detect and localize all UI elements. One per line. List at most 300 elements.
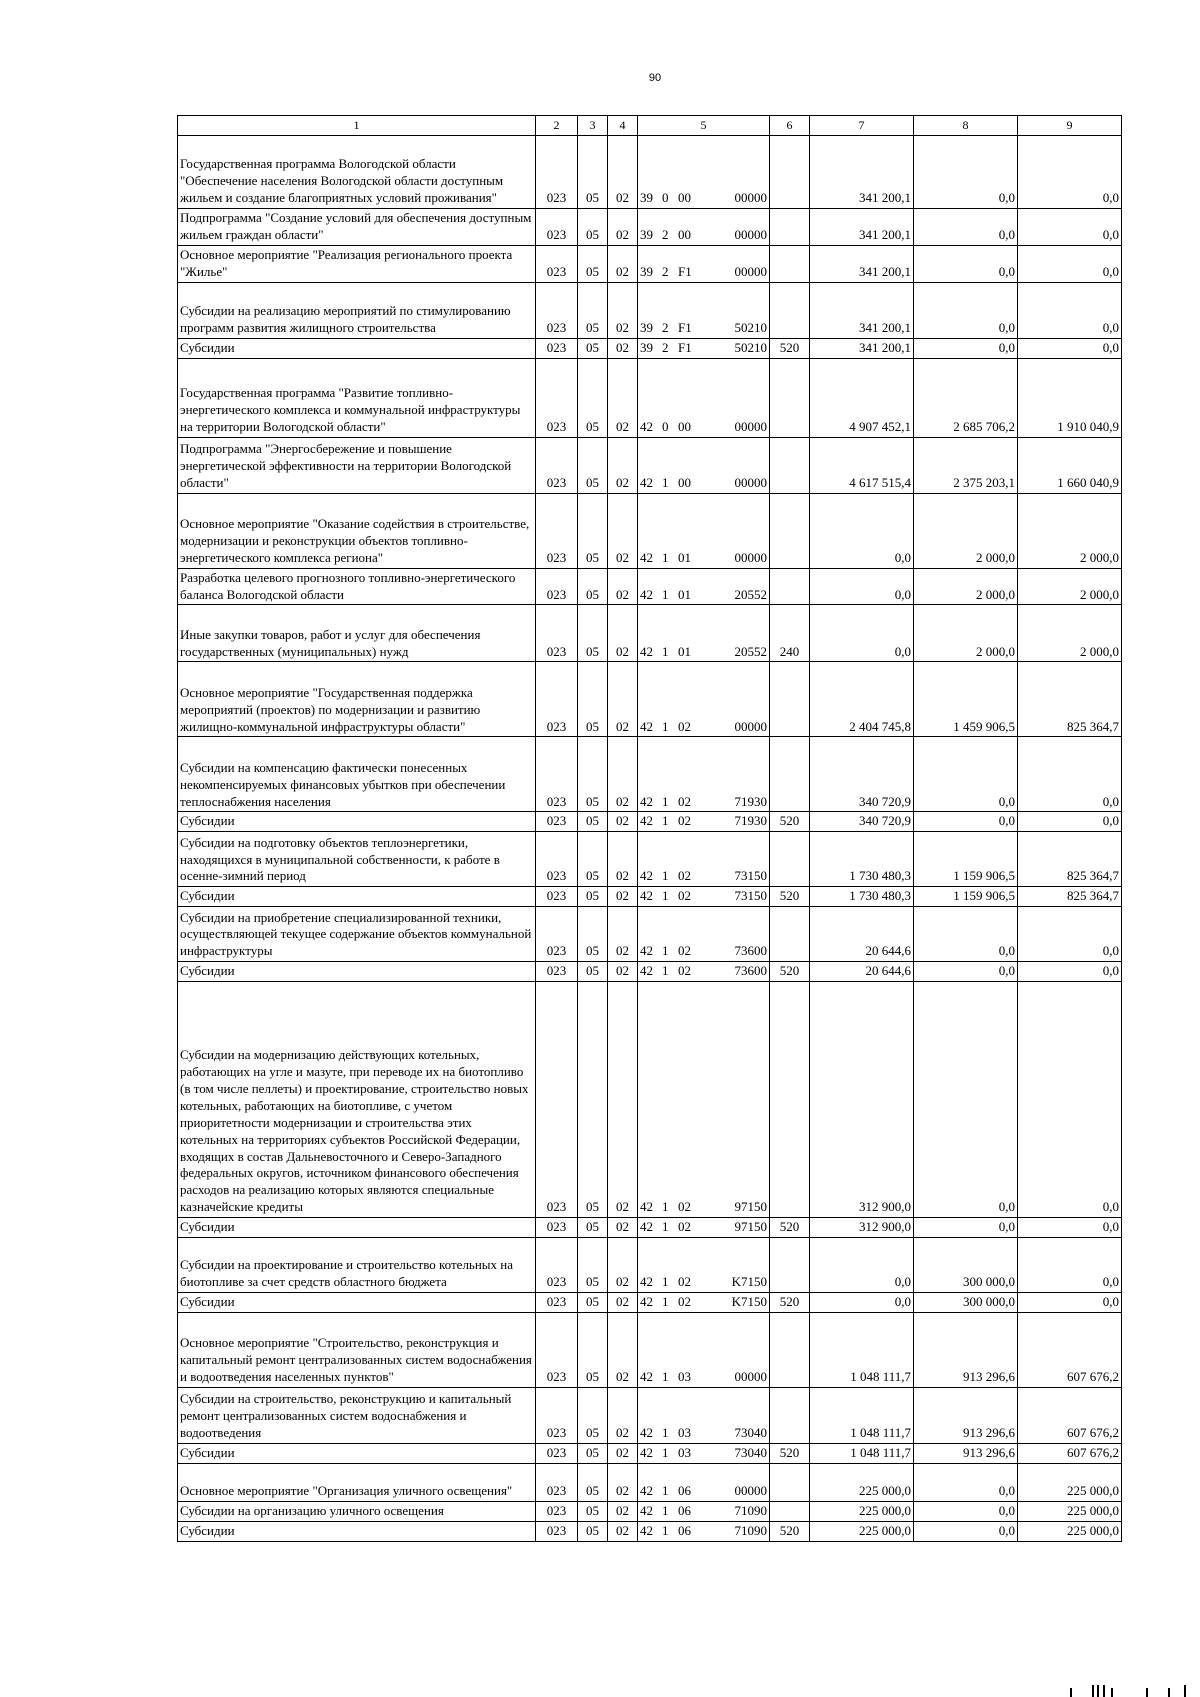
table-row — [178, 662, 1122, 737]
amount-year-2: 0,0 — [914, 907, 1018, 962]
amount-year-3: 0,0 — [1018, 812, 1122, 832]
subsection-code: 02 — [608, 437, 638, 493]
direction-code: 71090 — [734, 1502, 767, 1518]
amount-year-3: 0,0 — [1018, 962, 1122, 982]
amount-year-1: 1 730 480,3 — [810, 887, 914, 907]
section-code: 05 — [578, 887, 608, 907]
amount-year-3: 607 676,2 — [1018, 1387, 1122, 1443]
header-cell: 8 — [914, 116, 1018, 136]
direction-code: 71930 — [734, 793, 767, 809]
header-cell: 5 — [638, 116, 770, 136]
direction-code: 50210 — [734, 339, 767, 355]
table-row — [178, 568, 1122, 605]
subsection-code: 02 — [608, 136, 638, 209]
subprogram-code: 1 — [662, 1369, 669, 1385]
event-code: F1 — [678, 263, 692, 279]
table-row — [178, 907, 1122, 962]
section-code: 05 — [578, 358, 608, 437]
event-code: 02 — [678, 1294, 691, 1310]
program-code: 42 — [640, 1522, 653, 1538]
program-code: 42 — [640, 418, 653, 434]
row-name: Основное мероприятие "Оказание содействия в строительстве, модернизации и реконструкции объектов топливно-энергетического комплекса региона" — [178, 493, 536, 568]
header-cell: 9 — [1018, 116, 1122, 136]
row-name: Иные закупки товаров, работ и услуг для обеспечения государственных (муниципальных) нужд — [178, 605, 536, 662]
amount-year-3: 0,0 — [1018, 737, 1122, 812]
chapter-code: 023 — [536, 1387, 578, 1443]
chapter-code: 023 — [536, 338, 578, 358]
table-row — [178, 1238, 1122, 1293]
target-article-code — [638, 982, 770, 1218]
target-article-code — [638, 605, 770, 662]
target-article-code — [638, 1501, 770, 1521]
table-row — [178, 246, 1122, 283]
program-code: 42 — [640, 1274, 653, 1290]
table-row — [178, 1463, 1122, 1501]
expense-type-code: 520 — [770, 1293, 810, 1313]
row-name: Основное мероприятие "Организация уличного освещения" — [178, 1463, 536, 1501]
section-code: 05 — [578, 907, 608, 962]
amount-year-2: 1 459 906,5 — [914, 662, 1018, 737]
chapter-code: 023 — [536, 1443, 578, 1463]
barcode — [1050, 1680, 1190, 1697]
subprogram-code: 1 — [662, 1444, 669, 1460]
event-code: 02 — [678, 868, 691, 884]
amount-year-3: 0,0 — [1018, 1293, 1122, 1313]
program-code: 42 — [640, 586, 653, 602]
chapter-code: 023 — [536, 907, 578, 962]
chapter-code: 023 — [536, 662, 578, 737]
amount-year-3: 225 000,0 — [1018, 1463, 1122, 1501]
expense-type-code — [770, 282, 810, 338]
amount-year-1: 341 200,1 — [810, 338, 914, 358]
section-code: 05 — [578, 605, 608, 662]
amount-year-1: 341 200,1 — [810, 246, 914, 283]
amount-year-2: 0,0 — [914, 282, 1018, 338]
subsection-code: 02 — [608, 662, 638, 737]
table-row — [178, 1443, 1122, 1463]
section-code: 05 — [578, 568, 608, 605]
direction-code: 00000 — [734, 190, 767, 206]
target-article-code — [638, 1238, 770, 1293]
header-row — [178, 116, 1122, 136]
chapter-code: 023 — [536, 282, 578, 338]
subprogram-code: 2 — [662, 227, 669, 243]
amount-year-3: 2 000,0 — [1018, 605, 1122, 662]
event-code: 01 — [678, 586, 691, 602]
row-name: Субсидии — [178, 1293, 536, 1313]
row-name: Основное мероприятие "Строительство, реконструкция и капитальный ремонт централизованных систем водоснабжения и водоотведения населенных пунктов" — [178, 1312, 536, 1387]
subprogram-code: 0 — [662, 190, 669, 206]
amount-year-1: 0,0 — [810, 568, 914, 605]
subprogram-code: 1 — [662, 1274, 669, 1290]
row-name: Субсидии — [178, 962, 536, 982]
direction-code: 73040 — [734, 1444, 767, 1460]
subsection-code: 02 — [608, 832, 638, 887]
expense-type-code — [770, 907, 810, 962]
amount-year-3: 0,0 — [1018, 907, 1122, 962]
direction-code: K7150 — [731, 1274, 767, 1290]
row-name: Субсидии на реализацию мероприятий по стимулированию программ развития жилищного строительства — [178, 282, 536, 338]
section-code: 05 — [578, 812, 608, 832]
target-article-code — [638, 907, 770, 962]
amount-year-1: 1 048 111,7 — [810, 1443, 914, 1463]
amount-year-1: 225 000,0 — [810, 1463, 914, 1501]
program-code: 42 — [640, 868, 653, 884]
amount-year-2: 2 000,0 — [914, 493, 1018, 568]
program-code: 39 — [640, 227, 653, 243]
amount-year-2: 1 159 906,5 — [914, 832, 1018, 887]
row-name: Субсидии — [178, 338, 536, 358]
event-code: 02 — [678, 888, 691, 904]
event-code: 06 — [678, 1522, 691, 1538]
chapter-code: 023 — [536, 982, 578, 1218]
chapter-code: 023 — [536, 246, 578, 283]
event-code: 06 — [678, 1502, 691, 1518]
section-code: 05 — [578, 493, 608, 568]
program-code: 39 — [640, 319, 653, 335]
section-code: 05 — [578, 962, 608, 982]
direction-code: 20552 — [734, 643, 767, 659]
row-name: Субсидии на проектирование и строительство котельных на биотопливе за счет средств областного бюджета — [178, 1238, 536, 1293]
subprogram-code: 1 — [662, 1294, 669, 1310]
chapter-code: 023 — [536, 1238, 578, 1293]
target-article-code — [638, 1293, 770, 1313]
amount-year-3: 2 000,0 — [1018, 568, 1122, 605]
amount-year-1: 341 200,1 — [810, 136, 914, 209]
table-row — [178, 605, 1122, 662]
expense-type-code — [770, 358, 810, 437]
amount-year-2: 0,0 — [914, 136, 1018, 209]
event-code: 02 — [678, 943, 691, 959]
amount-year-1: 225 000,0 — [810, 1501, 914, 1521]
subsection-code: 02 — [608, 812, 638, 832]
amount-year-3: 607 676,2 — [1018, 1312, 1122, 1387]
subsection-code: 02 — [608, 907, 638, 962]
chapter-code: 023 — [536, 962, 578, 982]
target-article-code — [638, 282, 770, 338]
amount-year-2: 0,0 — [914, 982, 1018, 1218]
chapter-code: 023 — [536, 737, 578, 812]
expense-type-code — [770, 136, 810, 209]
subsection-code: 02 — [608, 1501, 638, 1521]
program-code: 42 — [640, 718, 653, 734]
chapter-code: 023 — [536, 437, 578, 493]
subprogram-code: 1 — [662, 643, 669, 659]
event-code: 02 — [678, 793, 691, 809]
table-row — [178, 812, 1122, 832]
amount-year-1: 2 404 745,8 — [810, 662, 914, 737]
row-name: Субсидии — [178, 1218, 536, 1238]
subprogram-code: 1 — [662, 1502, 669, 1518]
table-row — [178, 358, 1122, 437]
table-row — [178, 832, 1122, 887]
expense-type-code — [770, 1238, 810, 1293]
table-row — [178, 982, 1122, 1218]
amount-year-1: 341 200,1 — [810, 209, 914, 246]
subsection-code: 02 — [608, 1521, 638, 1541]
event-code: 02 — [678, 718, 691, 734]
amount-year-2: 2 375 203,1 — [914, 437, 1018, 493]
table-row — [178, 209, 1122, 246]
row-name: Субсидии на модернизацию действующих котельных, работающих на угле и мазуте, при переводе их на биотопливо (в том числе пеллеты) и проектирование, строительство новых котельных, работающих на биотопливе, с учетом приоритетности модернизации и строительства этих котельных на территориях субъектов Российской Федерации, входящих в состав Дальневосточного и Северо-Западного федеральных округов, источником финансового обеспечения расходов на реализацию которых являются специальные казначейские кредиты — [178, 982, 536, 1218]
table-row — [178, 1218, 1122, 1238]
event-code: 02 — [678, 813, 691, 829]
amount-year-2: 2 000,0 — [914, 605, 1018, 662]
amount-year-3: 0,0 — [1018, 1238, 1122, 1293]
subsection-code: 02 — [608, 209, 638, 246]
amount-year-3: 0,0 — [1018, 282, 1122, 338]
section-code: 05 — [578, 832, 608, 887]
direction-code: 00000 — [734, 418, 767, 434]
program-code: 42 — [640, 1502, 653, 1518]
section-code: 05 — [578, 209, 608, 246]
row-name: Субсидии на организацию уличного освещения — [178, 1501, 536, 1521]
header-cell: 2 — [536, 116, 578, 136]
program-code: 42 — [640, 888, 653, 904]
subprogram-code: 1 — [662, 793, 669, 809]
row-name: Государственная программа Вологодской области "Обеспечение населения Вологодской области доступным жильем и создание благоприятных условий проживания" — [178, 136, 536, 209]
subsection-code: 02 — [608, 246, 638, 283]
amount-year-2: 2 000,0 — [914, 568, 1018, 605]
expense-type-code — [770, 1387, 810, 1443]
program-code: 42 — [640, 793, 653, 809]
chapter-code: 023 — [536, 605, 578, 662]
amount-year-2: 300 000,0 — [914, 1293, 1018, 1313]
program-code: 42 — [640, 549, 653, 565]
chapter-code: 023 — [536, 493, 578, 568]
table-row — [178, 1312, 1122, 1387]
expense-type-code: 240 — [770, 605, 810, 662]
program-code: 42 — [640, 1294, 653, 1310]
event-code: 02 — [678, 1219, 691, 1235]
amount-year-3: 0,0 — [1018, 338, 1122, 358]
event-code: 00 — [678, 227, 691, 243]
subprogram-code: 1 — [662, 474, 669, 490]
expense-type-code: 520 — [770, 1521, 810, 1541]
section-code: 05 — [578, 338, 608, 358]
direction-code: 97150 — [734, 1219, 767, 1235]
expense-type-code — [770, 493, 810, 568]
event-code: 03 — [678, 1425, 691, 1441]
event-code: 02 — [678, 1274, 691, 1290]
row-name: Субсидии на подготовку объектов теплоэнергетики, находящихся в муниципальной собственности, к работе в осенне-зимний период — [178, 832, 536, 887]
amount-year-3: 825 364,7 — [1018, 832, 1122, 887]
direction-code: 00000 — [734, 227, 767, 243]
program-code: 39 — [640, 263, 653, 279]
amount-year-2: 1 159 906,5 — [914, 887, 1018, 907]
chapter-code: 023 — [536, 1501, 578, 1521]
amount-year-2: 0,0 — [914, 209, 1018, 246]
target-article-code — [638, 568, 770, 605]
table-row — [178, 136, 1122, 209]
target-article-code — [638, 737, 770, 812]
subprogram-code: 2 — [662, 319, 669, 335]
target-article-code — [638, 437, 770, 493]
section-code: 05 — [578, 1387, 608, 1443]
amount-year-1: 340 720,9 — [810, 737, 914, 812]
amount-year-3: 0,0 — [1018, 246, 1122, 283]
amount-year-3: 0,0 — [1018, 209, 1122, 246]
direction-code: 97150 — [734, 1199, 767, 1215]
direction-code: 73150 — [734, 888, 767, 904]
section-code: 05 — [578, 1312, 608, 1387]
table-row — [178, 1501, 1122, 1521]
target-article-code — [638, 1218, 770, 1238]
row-name: Субсидии — [178, 887, 536, 907]
subprogram-code: 1 — [662, 1482, 669, 1498]
target-article-code — [638, 832, 770, 887]
page-number: 90 — [648, 72, 662, 84]
chapter-code: 023 — [536, 887, 578, 907]
amount-year-3: 0,0 — [1018, 1218, 1122, 1238]
amount-year-1: 1 048 111,7 — [810, 1312, 914, 1387]
subprogram-code: 1 — [662, 963, 669, 979]
amount-year-1: 312 900,0 — [810, 1218, 914, 1238]
budget-table — [177, 115, 1122, 1542]
amount-year-3: 825 364,7 — [1018, 662, 1122, 737]
chapter-code: 023 — [536, 209, 578, 246]
expense-type-code — [770, 662, 810, 737]
target-article-code — [638, 962, 770, 982]
subprogram-code: 1 — [662, 1425, 669, 1441]
chapter-code: 023 — [536, 812, 578, 832]
amount-year-3: 0,0 — [1018, 982, 1122, 1218]
expense-type-code — [770, 1312, 810, 1387]
amount-year-2: 913 296,6 — [914, 1443, 1018, 1463]
program-code: 42 — [640, 943, 653, 959]
program-code: 42 — [640, 643, 653, 659]
table-row — [178, 737, 1122, 812]
expense-type-code — [770, 832, 810, 887]
amount-year-1: 1 048 111,7 — [810, 1387, 914, 1443]
expense-type-code — [770, 982, 810, 1218]
direction-code: 00000 — [734, 1369, 767, 1385]
subsection-code: 02 — [608, 493, 638, 568]
table-row — [178, 962, 1122, 982]
amount-year-1: 1 730 480,3 — [810, 832, 914, 887]
section-code: 05 — [578, 1218, 608, 1238]
section-code: 05 — [578, 1521, 608, 1541]
amount-year-2: 0,0 — [914, 962, 1018, 982]
expense-type-code: 520 — [770, 1218, 810, 1238]
section-code: 05 — [578, 1501, 608, 1521]
subprogram-code: 1 — [662, 1522, 669, 1538]
expense-type-code: 520 — [770, 812, 810, 832]
expense-type-code — [770, 737, 810, 812]
direction-code: 73600 — [734, 943, 767, 959]
subprogram-code: 1 — [662, 868, 669, 884]
target-article-code — [638, 1443, 770, 1463]
section-code: 05 — [578, 1443, 608, 1463]
target-article-code — [638, 1312, 770, 1387]
row-name: Субсидии — [178, 812, 536, 832]
chapter-code: 023 — [536, 1218, 578, 1238]
amount-year-2: 0,0 — [914, 1463, 1018, 1501]
subprogram-code: 0 — [662, 418, 669, 434]
row-name: Субсидии на приобретение специализированной техники, осуществляющей текущее содержание объектов коммунальной инфраструктуры — [178, 907, 536, 962]
chapter-code: 023 — [536, 832, 578, 887]
amount-year-2: 300 000,0 — [914, 1238, 1018, 1293]
subsection-code: 02 — [608, 338, 638, 358]
expense-type-code: 520 — [770, 1443, 810, 1463]
section-code: 05 — [578, 246, 608, 283]
amount-year-1: 4 617 515,4 — [810, 437, 914, 493]
amount-year-2: 0,0 — [914, 737, 1018, 812]
program-code: 42 — [640, 474, 653, 490]
section-code: 05 — [578, 437, 608, 493]
target-article-code — [638, 136, 770, 209]
subprogram-code: 1 — [662, 943, 669, 959]
section-code: 05 — [578, 1293, 608, 1313]
section-code: 05 — [578, 282, 608, 338]
program-code: 42 — [640, 1482, 653, 1498]
subsection-code: 02 — [608, 1293, 638, 1313]
subprogram-code: 1 — [662, 549, 669, 565]
event-code: 00 — [678, 474, 691, 490]
subprogram-code: 1 — [662, 718, 669, 734]
chapter-code: 023 — [536, 568, 578, 605]
row-name: Субсидии — [178, 1521, 536, 1541]
row-name: Основное мероприятие "Реализация регионального проекта "Жилье" — [178, 246, 536, 283]
amount-year-1: 20 644,6 — [810, 962, 914, 982]
direction-code: 50210 — [734, 319, 767, 335]
event-code: F1 — [678, 319, 692, 335]
amount-year-1: 341 200,1 — [810, 282, 914, 338]
subprogram-code: 1 — [662, 888, 669, 904]
table-row — [178, 887, 1122, 907]
event-code: 00 — [678, 190, 691, 206]
table-row — [178, 1387, 1122, 1443]
direction-code: 00000 — [734, 718, 767, 734]
direction-code: 00000 — [734, 549, 767, 565]
program-code: 42 — [640, 813, 653, 829]
direction-code: 20552 — [734, 586, 767, 602]
table-row — [178, 282, 1122, 338]
subsection-code: 02 — [608, 962, 638, 982]
target-article-code — [638, 662, 770, 737]
amount-year-2: 2 685 706,2 — [914, 358, 1018, 437]
subsection-code: 02 — [608, 1218, 638, 1238]
program-code: 42 — [640, 1199, 653, 1215]
subsection-code: 02 — [608, 1312, 638, 1387]
event-code: 03 — [678, 1369, 691, 1385]
section-code: 05 — [578, 136, 608, 209]
amount-year-1: 0,0 — [810, 1293, 914, 1313]
subsection-code: 02 — [608, 1443, 638, 1463]
amount-year-1: 0,0 — [810, 605, 914, 662]
amount-year-3: 0,0 — [1018, 136, 1122, 209]
subsection-code: 02 — [608, 282, 638, 338]
amount-year-1: 20 644,6 — [810, 907, 914, 962]
table-row — [178, 493, 1122, 568]
expense-type-code: 520 — [770, 887, 810, 907]
amount-year-1: 340 720,9 — [810, 812, 914, 832]
chapter-code: 023 — [536, 358, 578, 437]
amount-year-2: 0,0 — [914, 812, 1018, 832]
direction-code: 73150 — [734, 868, 767, 884]
amount-year-2: 0,0 — [914, 338, 1018, 358]
target-article-code — [638, 358, 770, 437]
expense-type-code — [770, 209, 810, 246]
table-row — [178, 338, 1122, 358]
program-code: 42 — [640, 1219, 653, 1235]
target-article-code — [638, 338, 770, 358]
direction-code: 73040 — [734, 1425, 767, 1441]
event-code: 02 — [678, 963, 691, 979]
subsection-code: 02 — [608, 982, 638, 1218]
amount-year-1: 225 000,0 — [810, 1521, 914, 1541]
row-name: Субсидии на строительство, реконструкцию и капитальный ремонт централизованных систем водоснабжения и водоотведения — [178, 1387, 536, 1443]
